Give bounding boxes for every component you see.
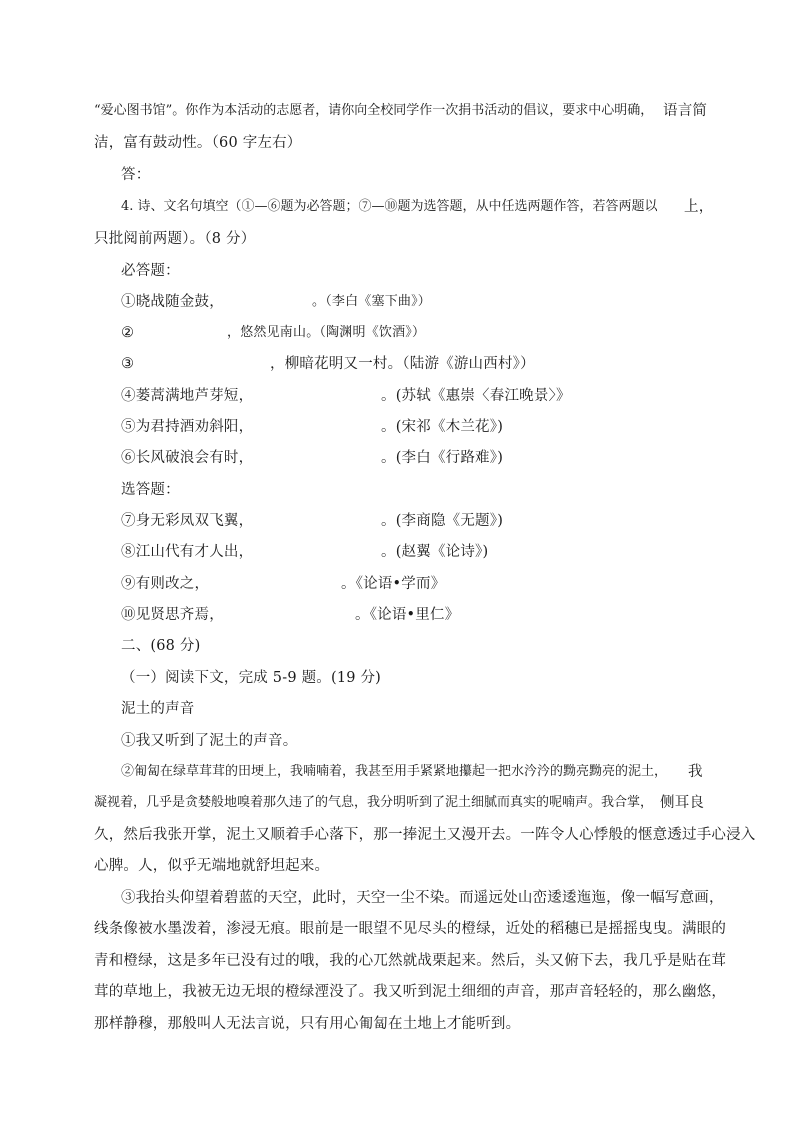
section-subheading: （一）阅读下文，完成 5-9 题。(19 分)	[121, 670, 382, 686]
passage-paragraph-2-line-2-end: 侧耳良	[660, 795, 705, 811]
required-item-6-start: ⑥长风破浪会有时，	[121, 450, 254, 466]
passage-paragraph-2-line-2: 凝视着，几乎是贪婪般地嗅着那久违了的气息，我分明听到了泥土细腻而真实的呢喃声。我合掌，	[94, 795, 654, 810]
optional-item-7-end: 。(李商隐《无题》)	[381, 513, 504, 529]
optional-item-9-start: ⑨有则改之，	[121, 576, 210, 592]
passage-paragraph-2-line-3: 久，然后我张开掌，泥土又顺着手心落下，那一捧泥土又漫开去。一阵令人心悸般的惬意透过手心浸入	[94, 827, 756, 843]
q4-line-1-end: 上，	[684, 199, 714, 215]
passage-paragraph-3-line-3: 青和橙绿，这是多年已没有过的哦，我的心兀然就战栗起来。然后，头又俯下去，我几乎是贴在茸	[94, 953, 727, 969]
required-item-2-start: ②	[121, 325, 135, 341]
required-item-2-end: ，悠然见南山。（陶渊明《饮酒》）	[227, 325, 426, 340]
required-item-6-end: 。(李白《行路难》)	[381, 450, 504, 466]
required-item-4-start: ④蒌蒿满地芦芽短，	[121, 388, 254, 404]
q4-line-1: 4. 诗、文名句填空（①—⑥题为必答题；⑦—⑩题为选答题，从中任选两题作答，若答两题以	[121, 199, 658, 214]
required-item-4-end: 。(苏轼《惠崇〈春江晚景〉》	[381, 388, 571, 404]
q4-line-2: 只批阅前两题）。（8 分）	[94, 231, 256, 247]
optional-item-7-start: ⑦身无彩凤双飞翼，	[121, 513, 254, 529]
required-item-5-end: 。(宋祁《木兰花》)	[381, 419, 504, 435]
intro-line-1: “爱心图书馆”。你作为本活动的志愿者，请你向全校同学作一次捐书活动的倡议，要求中心明确，	[94, 103, 654, 118]
optional-item-8-end: 。(赵翼《论诗》)	[381, 544, 489, 560]
passage-paragraph-3-line-4: 茸的草地上，我被无边无垠的橙绿湮没了。我又听到泥土细细的声音，那声音轻轻的，那么幽悠，	[94, 984, 727, 1000]
answer-label: 答：	[121, 167, 151, 183]
intro-line-1-end: 语言简	[663, 103, 708, 119]
passage-paragraph-2-line-4: 心脾。人，似乎无端地就舒坦起来。	[94, 858, 330, 874]
optional-item-10-start: ⑩见贤思齐焉，	[121, 607, 224, 623]
required-item-1-start: ①晓战随金鼓，	[121, 294, 224, 310]
section-heading: 二、(68 分)	[121, 638, 201, 654]
required-item-3-start: ③	[121, 356, 135, 372]
passage-paragraph-2-line-1: ②匍匐在绿草茸茸的田埂上，我喃喃着，我甚至用手紧紧地攥起一把水汵汵的黝亮黝亮的泥土，	[121, 764, 668, 779]
optional-item-9-end: 。《论语•学而》	[341, 576, 446, 592]
passage-paragraph-3-line-5: 那样静穆，那般叫人无法言说，只有用心匍匐在土地上才能听到。	[94, 1016, 521, 1032]
passage-paragraph-3-line-2: 线条像被水墨泼着，渗浸无痕。眼前是一眼望不见尽头的橙绿，近处的稻穗已是摇摇曳曳。满眼的	[94, 921, 727, 937]
optional-item-8-start: ⑧江山代有才人出，	[121, 544, 254, 560]
passage-paragraph-3-line-1: ③我抬头仰望着碧蓝的天空，此时，天空一尘不染。而遥远处山峦逶逶迤迤，像一幅写意画，	[121, 890, 724, 906]
required-item-3-end: ，柳暗花明又一村。（陆游《游山西村》）	[270, 356, 535, 372]
passage-title: 泥土的声音	[121, 701, 195, 717]
required-item-1-end: 。（李白《塞下曲》）	[312, 294, 432, 309]
intro-line-2: 洁，富有鼓动性。（60 字左右）	[94, 135, 302, 151]
optional-item-10-end: 。《论语•里仁》	[355, 607, 460, 623]
required-heading: 必答题：	[121, 263, 180, 279]
passage-paragraph-2-line-1-end: 我	[688, 764, 703, 780]
required-item-5-start: ⑤为君持酒劝斜阳，	[121, 419, 254, 435]
passage-paragraph-1: ①我又听到了泥土的声音。	[121, 733, 298, 749]
optional-heading: 选答题：	[121, 482, 180, 498]
